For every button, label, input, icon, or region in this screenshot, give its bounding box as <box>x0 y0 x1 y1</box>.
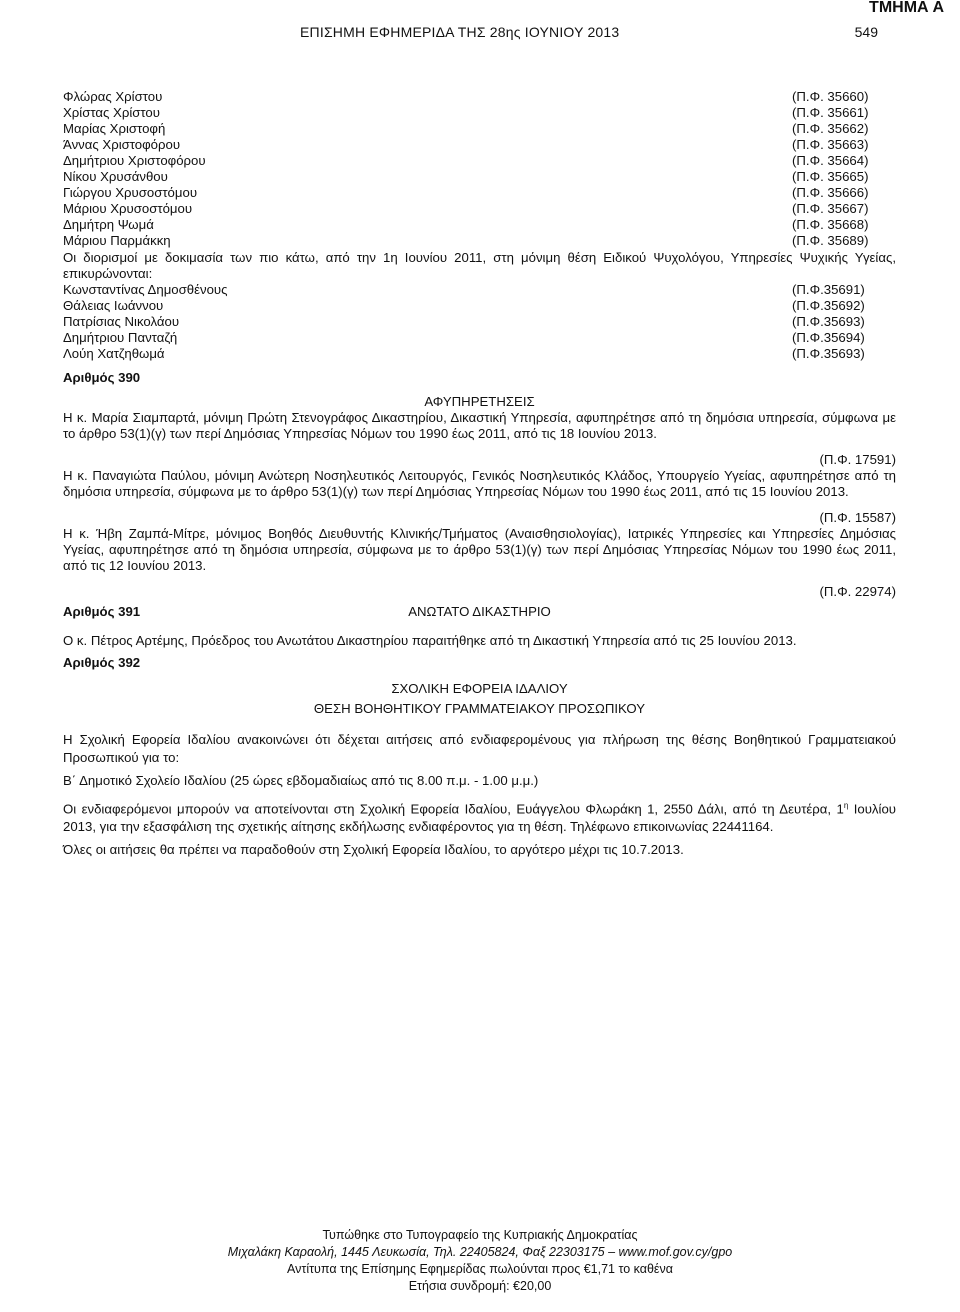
person-name: Δημήτριου Χριστοφόρου <box>63 153 206 168</box>
person-name: Κωνσταντίνας Δημοσθένους <box>63 282 228 297</box>
page-content <box>63 89 896 858</box>
retirement-ref-1: (Π.Φ. 17591) <box>819 452 896 467</box>
psychologist-row <box>63 314 896 330</box>
appointment-row <box>63 185 896 201</box>
reference-number: (Π.Φ. 35663) <box>792 137 869 152</box>
application-paragraph <box>63 797 896 836</box>
footer <box>0 1227 960 1295</box>
person-name: Μάριου Παρμάκκη <box>63 233 171 248</box>
notice-number-390: Αριθμός 390 <box>63 370 141 385</box>
person-name: Γιώργου Χρυσοστόμου <box>63 185 198 200</box>
appointment-row <box>63 121 896 137</box>
supreme-court-heading: ΑΝΩΤΑΤΟ ΔΙΚΑΣΤΗΡΙΟ <box>408 604 551 619</box>
retirement-ref-3: (Π.Φ. 22974) <box>819 584 896 599</box>
person-name: Πατρίσιας Νικολάου <box>63 314 180 329</box>
person-name: Χρίστας Χρίστου <box>63 105 160 120</box>
deadline-paragraph: Όλες οι αιτήσεις θα πρέπει να παραδοθούν στη Σχολική Εφορεία Ιδαλίου, το αργότερο μέχρι τις 10.7.2013. <box>63 842 684 858</box>
retirement-ref-2: (Π.Φ. 15587) <box>819 510 896 525</box>
person-name: Δημήτριου Πανταζή <box>63 330 178 345</box>
page-number: 549 <box>854 24 878 40</box>
appointment-row <box>63 105 896 121</box>
reference-number: (Π.Φ. 35667) <box>792 201 869 216</box>
reference-number: (Π.Φ.35693) <box>792 346 865 361</box>
notice-number-391: Αριθμός 391 <box>63 604 141 619</box>
person-name: Θάλειας Ιωάννου <box>63 298 164 313</box>
appointment-row <box>63 137 896 153</box>
reference-number: (Π.Φ. 35665) <box>792 169 869 184</box>
resignation-paragraph: Ο κ. Πέτρος Αρτέμης, Πρόεδρος του Ανωτάτου Δικαστηρίου παραιτήθηκε από τη Δικαστική Υπηρεσία από τις 25 Ιουνίου 2013. <box>63 633 797 648</box>
reference-number: (Π.Φ. 35666) <box>792 185 869 200</box>
retirements-heading: ΑΦΥΠΗΡΕΤΗΣΕΙΣ <box>424 394 535 409</box>
appointment-row <box>63 201 896 217</box>
reference-number: (Π.Φ. 35664) <box>792 153 869 168</box>
application-text-a: Οι ενδιαφερόμενοι μπορούν να αποτείνονται στη Σχολική Εφορεία Ιδαλίου, Ευάγγελου Φλωράκη 1, 2550 Δάλι, από τη Δευτέρα, 1 <box>63 801 844 817</box>
school-name: Β΄ Δημοτικό Σχολείο Ιδαλίου (25 ώρες εβδομαδιαίως από τις 8.00 π.μ. - 1.00 μ.μ.) <box>63 773 539 788</box>
reference-number: (Π.Φ.35693) <box>792 314 865 329</box>
appointment-row <box>63 233 896 249</box>
person-name: Μαρίας Χριστοφή <box>63 121 166 136</box>
retirement-paragraph-3: Η κ. Ήβη Ζαμπά-Μίτρε, μόνιμος Βοηθός Διευθυντής Κλινικής/Τμήματος (Αναισθησιολογίας), Ιατρικές Υπηρεσίες και Υπηρεσίες Δημόσιας Υγείας, αφυπηρέτησε από τη δημόσια υπηρεσία, σύμφωνα με το άρθρο 53(1)(γ) των περί Δημόσιας Υπηρεσίας Νόμων του 1990 έως 2011, από τις 12 Ιουνίου 2013. <box>63 526 896 573</box>
reference-number: (Π.Φ.35691) <box>792 282 865 297</box>
person-name: Δημήτρη Ψωμά <box>63 217 154 232</box>
footer-subscription: Ετήσια συνδρομή: €20,00 <box>408 1279 552 1293</box>
person-name: Μάριου Χρυσοστόμου <box>63 201 193 216</box>
psychologist-row <box>63 330 896 346</box>
footer-price: Αντίτυπα της Επίσημης Εφημερίδας πωλούνται προς €1,71 το καθένα <box>287 1262 673 1276</box>
footer-printer: Τυπώθηκε στο Τυπογραφείο της Κυπριακής Δημοκρατίας <box>322 1228 638 1242</box>
appointments-list <box>63 89 896 249</box>
retirement-paragraph-2: Η κ. Παναγιώτα Παύλου, μόνιμη Ανώτερη Νοσηλευτικός Λειτουργός, Γενικός Νοσηλευτικός Κλάδος, Υπουργείο Υγείας, αφυπηρέτησε από τη δημόσια υπηρεσία, σύμφωνα με το άρθρο 53(1)(γ) των περί Δημόσιας Υπηρεσίας Νόμων του 1990 έως 2011, από τις 15 Ιουνίου 2013. <box>63 468 896 499</box>
application-text-b: Ιουλίου 2013, για την εξασφάλιση της σχετικής αίτησης εκδήλωσης ενδιαφέροντος για τη θέση. Τηλέφωνο επικοινωνίας 22441164. <box>63 801 896 835</box>
section-tag: ΤΜΗΜΑ Α <box>869 0 944 16</box>
person-name: Νίκου Χρυσάνθου <box>63 169 168 184</box>
psychologist-row <box>63 346 896 362</box>
person-name: Φλώρας Χρίστου <box>63 89 163 104</box>
appointment-row <box>63 153 896 169</box>
appointment-row <box>63 169 896 185</box>
appointment-row <box>63 217 896 233</box>
reference-number: (Π.Φ.35692) <box>792 298 865 313</box>
notice-number-392: Αριθμός 392 <box>63 655 141 670</box>
appointment-row <box>63 89 896 105</box>
psychologist-row <box>63 298 896 314</box>
reference-number: (Π.Φ. 35689) <box>792 233 869 248</box>
notice-391-header <box>63 604 896 620</box>
psychologist-list <box>63 282 896 362</box>
reference-number: (Π.Φ. 35662) <box>792 121 869 136</box>
position-heading: ΘΕΣΗ ΒΟΗΘΗΤΙΚΟΥ ΓΡΑΜΜΑΤΕΙΑΚΟΥ ΠΡΟΣΩΠΙΚΟΥ <box>313 701 646 716</box>
reference-number: (Π.Φ. 35668) <box>792 217 869 232</box>
reference-number: (Π.Φ. 35661) <box>792 105 869 120</box>
gazette-title: ΕΠΙΣΗΜΗ ΕΦΗΜΕΡΙΔΑ ΤΗΣ 28ης ΙΟΥΝΙΟΥ 2013 <box>300 24 620 40</box>
person-name: Άννας Χριστοφόρου <box>63 137 181 152</box>
psychologist-row <box>63 282 896 298</box>
reference-number: (Π.Φ.35694) <box>792 330 865 345</box>
retirement-paragraph-1: Η κ. Μαρία Σιαμπαρτά, μόνιμη Πρώτη Στενογράφος Δικαστηρίου, Δικαστική Υπηρεσία, αφυπηρέτησε από τη δημόσια υπηρεσία, σύμφωνα με το άρθρο 53(1)(γ) των περί Δημόσιας Υπηρεσίας Νόμων του 1990 έως 2011, από τις 18 Ιουνίου 2013. <box>63 410 896 441</box>
person-name: Λούη Χατζηθωμά <box>63 346 165 361</box>
psychologist-intro: Οι διορισμοί με δοκιμασία των πιο κάτω, από την 1η Ιουνίου 2011, στη μόνιμη θέση Ειδικού Ψυχολόγου, Υπηρεσίες Ψυχικής Υγείας, επικυρώνονται: <box>63 250 896 281</box>
school-notice-paragraph: Η Σχολική Εφορεία Ιδαλίου ανακοινώνει ότι δέχεται αιτήσεις από ενδιαφερομένους για πλήρωση της θέσης Βοηθητικού Γραμματειακού Προσωπικού για το: <box>63 732 896 765</box>
footer-address: Μιχαλάκη Καραολή, 1445 Λευκωσία, Τηλ. 22405824, Φαξ 22303175 – www.mof.gov.cy/gpo <box>227 1245 733 1259</box>
application-sup: η <box>843 801 849 810</box>
school-board-heading: ΣΧΟΛΙΚΗ ΕΦΟΡΕΙΑ ΙΔΑΛΙΟΥ <box>391 681 568 696</box>
reference-number: (Π.Φ. 35660) <box>792 89 869 104</box>
